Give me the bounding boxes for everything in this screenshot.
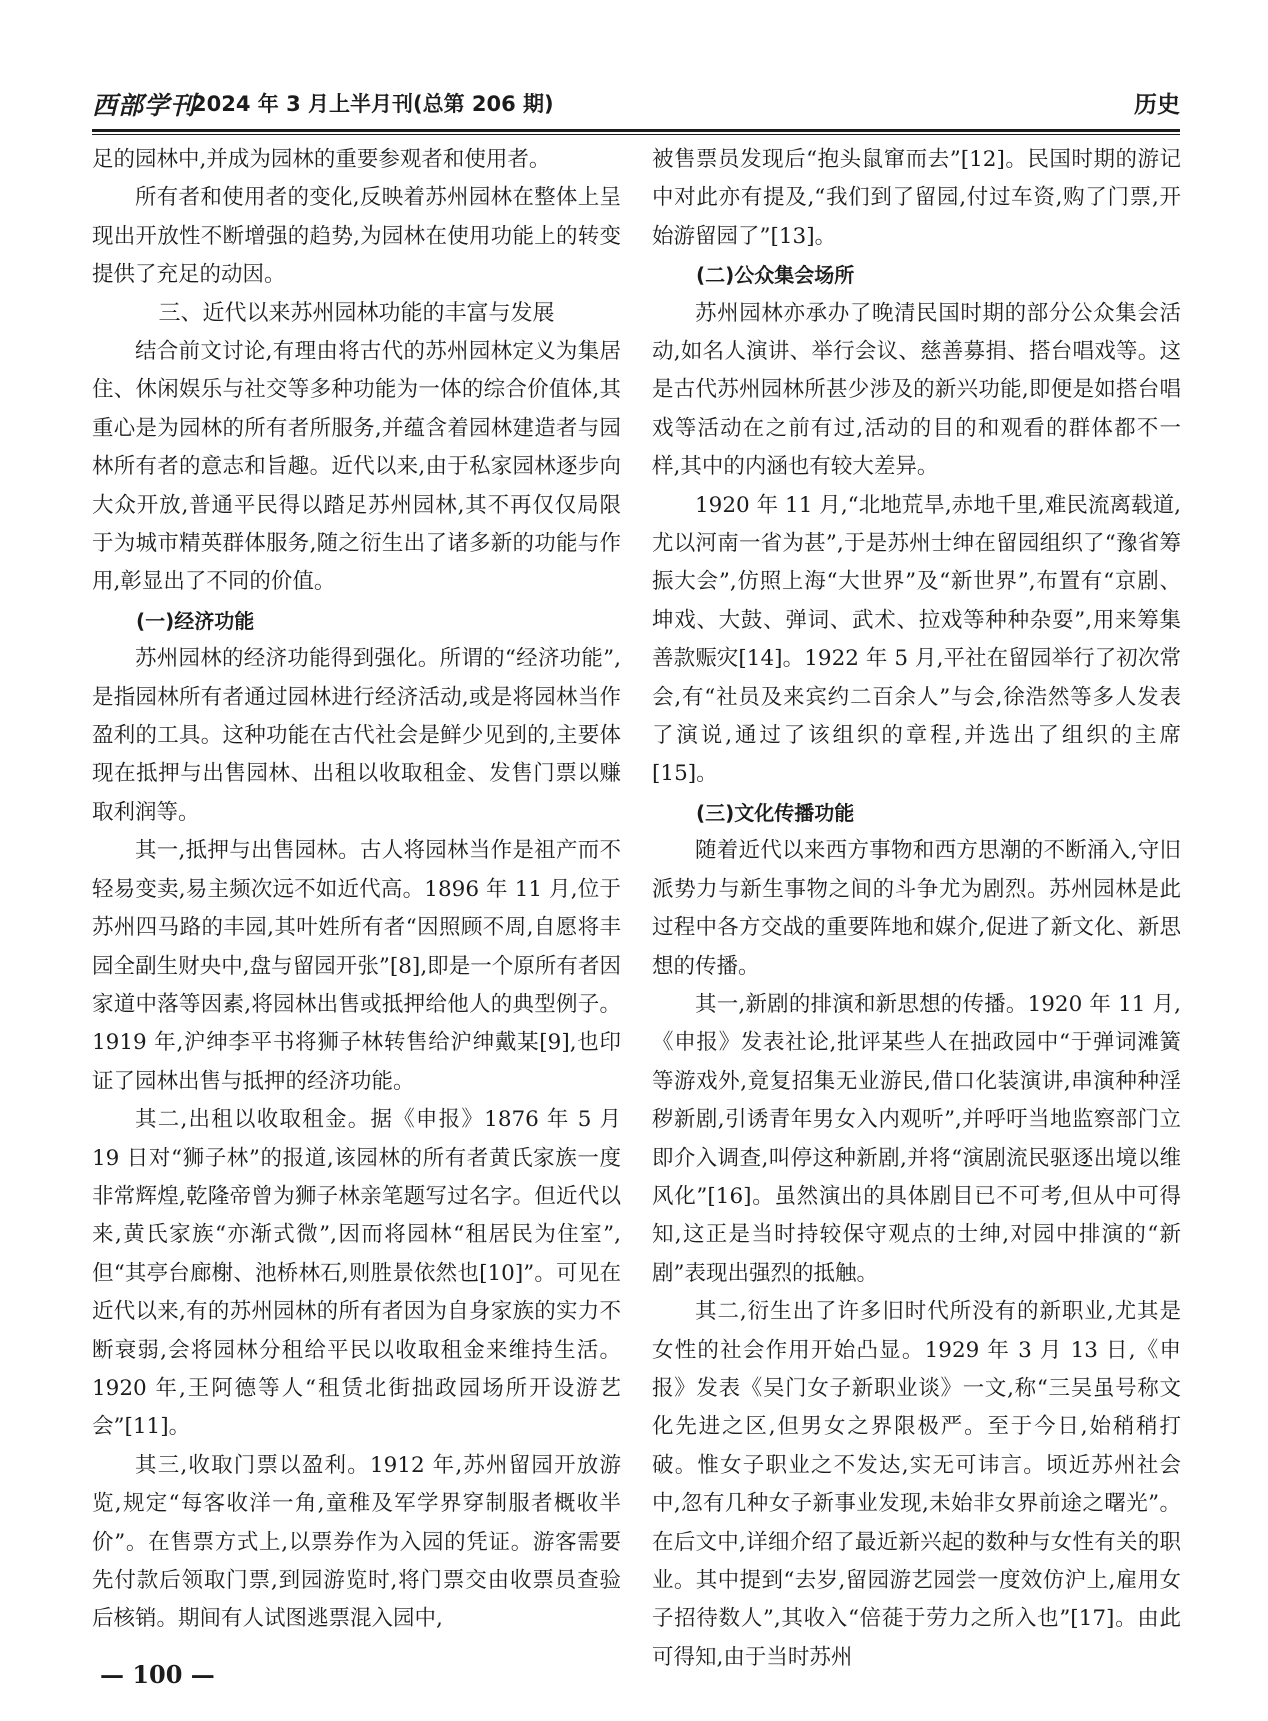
paragraph: 结合前文讨论,有理由将古代的苏州园林定义为集居住、休闲娱乐与社交等多种功能为一体的综合价值体,其重心是为园林的所有者所服务,并蕴含着园林建造者与园林所有者的意志和旨趣。近代以来,由于私家园林逐步向大众开放,普通平民得以踏足苏州园林,其不再仅仅局限于为城市精英群体服务,随之衍生出了诸多新的功能与作用,彰显出了不同的价值。 (92, 339, 621, 595)
paragraph: 足的园林中,并成为园林的重要参观者和使用者。 (92, 147, 551, 172)
journal-logo: 西部学刊 (92, 91, 197, 120)
subsection-heading: (二)公众集会场所 (696, 263, 855, 288)
paragraph: 所有者和使用者的变化,反映着苏州园林在整体上呈现出开放性不断增强的趋势,为园林在使用功能上的转变提供了充足的动因。 (92, 185, 621, 288)
paragraph: 其一,抵押与出售园林。古人将园林当作是祖产而不轻易变卖,易主频次远不如近代高。1896 年 11 月,位于苏州四马路的丰园,其叶姓所有者“因照顾不周,自愿将丰园全副生财央中,盘与留园开张”[8],即是一个原所有者因家道中落等因素,将园林出售或抵押给他人的典型例子。1919 年,沪绅李平书将狮子林转售给沪绅戴某[9],也印证了园林出售与抵押的经济功能。 (92, 838, 621, 1094)
paragraph: 其一,新剧的排演和新思想的传播。1920 年 11 月,《申报》发表社论,批评某些人在拙政园中“于弹词滩簧等游戏外,竟复招集无业游民,借口化装演讲,串演种种淫秽新剧,引诱青年男女入内观听”,并呼吁当地监察部门立即介入调查,叫停这种新剧,并将“演剧流民驱逐出境以维风化”[16]。虽然演出的具体剧目已不可考,但从中可得知,这正是当时持较保守观点的士绅,对园中排演的“新剧”表现出强烈的抵触。 (652, 991, 1181, 1286)
journal-issue-info: 2024 年 3 月上半月刊(总第 206 期) (192, 92, 554, 116)
paragraph: 苏州园林的经济功能得到强化。所谓的“经济功能”,是指园林所有者通过园林进行经济活动,或是将园林当作盈利的工具。这种功能在古代社会是鲜少见到的,主要体现在抵押与出售园林、出租以收取租金、发售门票以赚取利润等。 (92, 646, 621, 825)
left-column (92, 141, 621, 1643)
right-column (652, 141, 1181, 1670)
paragraph: 其三,收取门票以盈利。1912 年,苏州留园开放游览,规定“每客收洋一角,童稚及军学界穿制服者概收半价”。在售票方式上,以票券作为入园的凭证。游客需要先付款后领取门票,到园游览时,将门票交由收票员查验后核销。期间有人试图逃票混入园中, (92, 1452, 621, 1632)
header-rule (92, 129, 1180, 132)
running-header (92, 84, 1180, 124)
subsection-heading: (三)文化传播功能 (696, 800, 855, 825)
header-rule-thin (92, 134, 1180, 135)
paragraph: 随着近代以来西方事物和西方思潮的不断涌入,守旧派势力与新生事物之间的斗争尤为剧烈。苏州园林是此过程中各方交战的重要阵地和媒介,促进了新文化、新思想的传播。 (652, 838, 1181, 979)
section-name: 历史 (1134, 92, 1180, 118)
page-number: — 100 — (100, 1660, 215, 1689)
paragraph: 其二,衍生出了许多旧时代所没有的新职业,尤其是女性的社会作用开始凸显。1929 年 3 月 13 日,《申报》发表《吴门女子新职业谈》一文,称“三吴虽号称文化先进之区,但男女之界限极严。至于今日,始稍稍打破。惟女子职业之不发达,实无可讳言。顷近苏州社会中,忽有几种女子新事业发现,未始非女界前途之曙光”。在后文中,详细介绍了最近新兴起的数种与女性有关的职业。其中提到“去岁,留园游艺园尝一度效仿沪上,雇用女子招待数人”,其收入“倍蓰于劳力之所入也”[17]。由此可得知,由于当时苏州 (652, 1299, 1181, 1670)
paragraph: 1920 年 11 月,“北地荒旱,赤地千里,难民流离载道,尤以河南一省为甚”,于是苏州士绅在留园组织了“豫省筹振大会”,仿照上海“大世界”及“新世界”,布置有“京剧、坤戏、大鼓、弹词、武术、拉戏等种种杂耍”,用来筹集善款赈灾[14]。1922 年 5 月,平社在留园举行了初次常会,有“社员及来宾约二百余人”与会,徐浩然等多人发表了演说,通过了该组织的章程,并选出了组织的主席[15]。 (652, 492, 1181, 787)
paragraph: 苏州园林亦承办了晚清民国时期的部分公众集会活动,如名人演讲、举行会议、慈善募捐、搭台唱戏等。这是古代苏州园林所甚少涉及的新兴功能,即便是如搭台唱戏等活动在之前有过,活动的目的和观看的群体都不一样,其中的内涵也有较大差异。 (652, 300, 1181, 480)
section-heading: 三、近代以来苏州园林功能的丰富与发展 (158, 300, 555, 326)
paragraph: 其二,出租以收取租金。据《申报》1876 年 5 月 19 日对“狮子林”的报道,该园林的所有者黄氏家族一度非常辉煌,乾隆帝曾为狮子林亲笔题写过名字。但近代以来,黄氏家族“亦渐式微”,因而将园林“租居民为住室”,但“其亭台廊榭、池桥林石,则胜景依然也[10]”。可见在近代以来,有的苏州园林的所有者因为自身家族的实力不断衰弱,会将园林分租给平民以收取租金来维持生活。1920 年,王阿德等人“租赁北街拙政园场所开设游艺会”[11]。 (92, 1107, 621, 1440)
subsection-heading: (一)经济功能 (136, 608, 255, 633)
paragraph: 被售票员发现后“抱头鼠窜而去”[12]。民国时期的游记中对此亦有提及,“我们到了留园,付过车资,购了门票,开始游留园了”[13]。 (652, 147, 1181, 249)
